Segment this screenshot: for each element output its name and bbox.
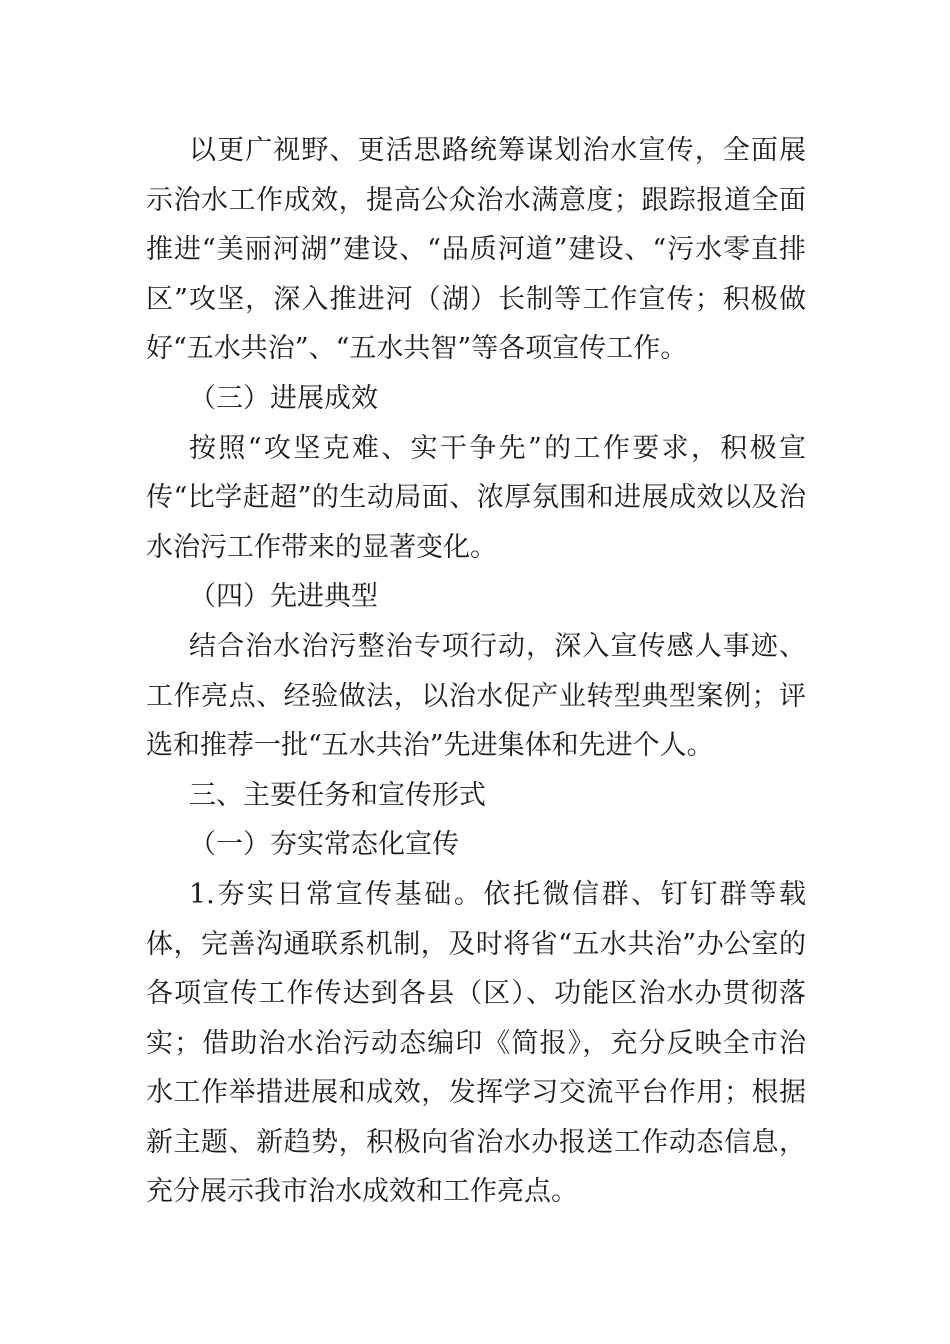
heading-routine-publicity: （一）夯实常态化宣传	[189, 829, 459, 861]
paragraph-progress-results: 按照“攻坚克难、实干争先”的工作要求，积极宣传“比学赶超”的生动局面、浓厚氛围和进展成效以及治水治污工作带来的显著变化。	[146, 432, 806, 563]
heading-progress-results: （三）进展成效	[189, 382, 378, 414]
paragraph-daily-publicity: 1.夯实日常宣传基础。依托微信群、钉钉群等载体，完善沟通联系机制，及时将省“五水共治”办公室的各项宣传工作传达到各县（区）、功能区治水办贯彻落实；借助治水治污动态编印《简报》，充分反映全市治水工作举措进展和成效，发挥学习交流平台作用；根据新主题、新趋势，积极向省治水办报送工作动态信息，充分展示我市治水成效和工作亮点。	[146, 878, 806, 1208]
paragraph-publicity-scope: 以更广视野、更活思路统筹谋划治水宣传，全面展示治水工作成效，提高公众治水满意度；跟踪报道全面推进“美丽河湖”建设、“品质河道”建设、“污水零直排区”攻坚，深入推进河（湖）长制等工作宣传；积极做好“五水共治”、“五水共智”等各项宣传工作。	[146, 135, 806, 365]
heading-advanced-models: （四）先进典型	[189, 581, 378, 613]
paragraph-advanced-models: 结合治水治污整治专项行动，深入宣传感人事迹、工作亮点、经验做法，以治水促产业转型典型案例；评选和推荐一批“五水共治”先进集体和先进个人。	[146, 630, 806, 762]
document-body	[146, 126, 806, 1217]
heading-main-tasks: 三、主要任务和宣传形式	[189, 779, 486, 811]
